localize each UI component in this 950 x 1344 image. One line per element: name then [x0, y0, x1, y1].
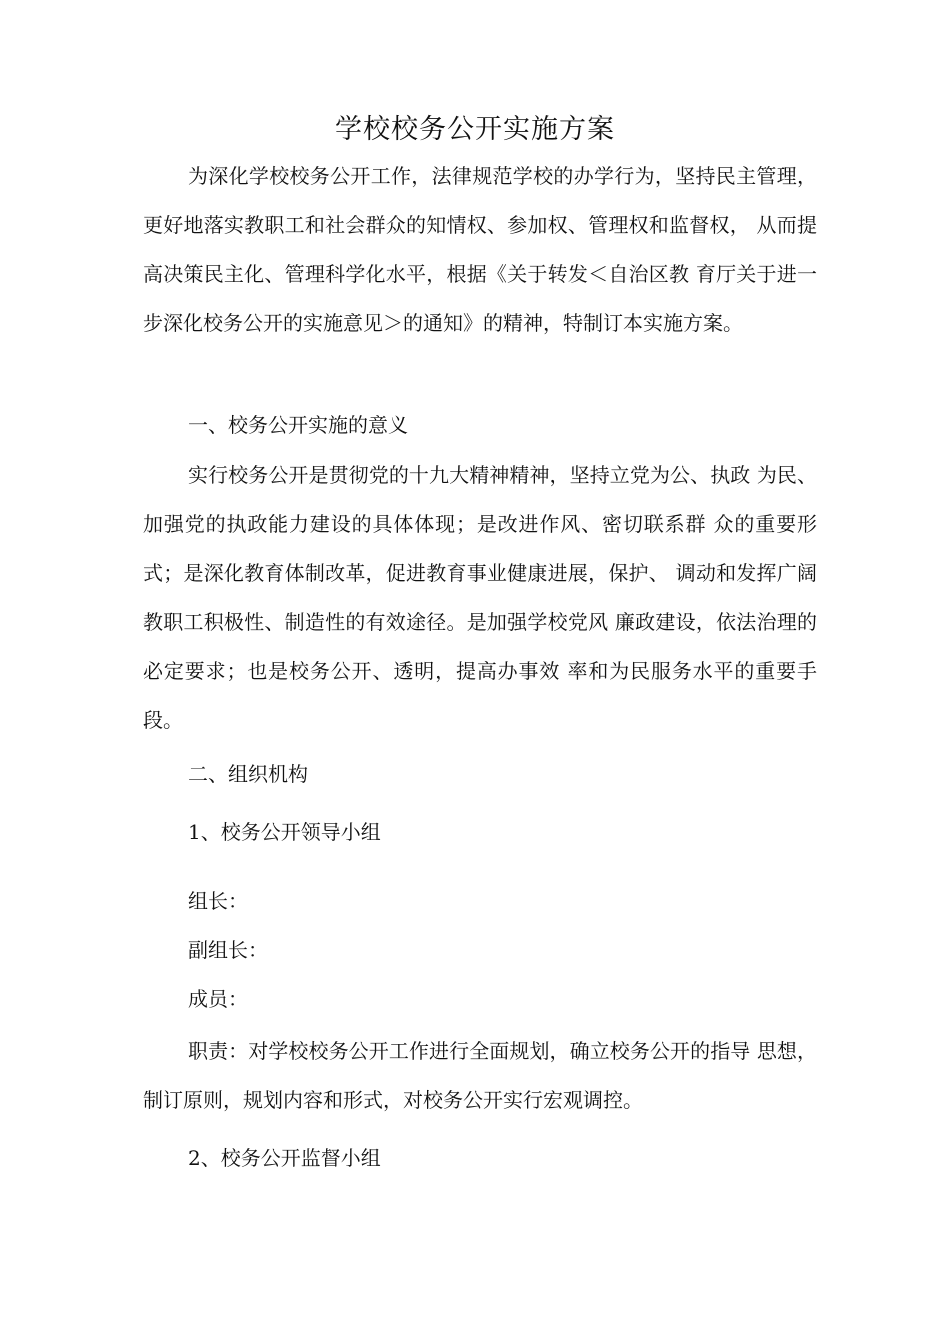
section1-text: 实行校务公开是贯彻党的十九大精神精神，坚持立党为公、执政 为民、加强党的执政能力建设的具体体现；是改进作风、密切联系群 众的重要形式；是深化教育体制改革，促进教育事业健康进展，保护、 调动和发挥广阔教职工积极性、制造性的有效途径。是加强学校党风 廉政建设，依法治理的必定要求；也是校务公开、透明，提高办事效 率和为民服务水平的重要手段。 [143, 463, 817, 732]
duty-paragraph [143, 1027, 817, 1125]
deputy-leader-label: 副组长： [188, 938, 268, 962]
group2-heading: 2、校务公开监督小组 [188, 1146, 381, 1170]
group1-heading: 1、校务公开领导小组 [188, 820, 381, 844]
members-label: 成员： [188, 987, 248, 1011]
section2-heading: 二、组织机构 [188, 762, 308, 786]
duty-text: 职责：对学校校务公开工作进行全面规划，确立校务公开的指导 思想，制订原则，规划内容和形式，对校务公开实行宏观调控。 [143, 1039, 817, 1112]
intro-paragraph [143, 152, 817, 348]
document-title: 学校校务公开实施方案 [335, 114, 615, 145]
section1-heading: 一、校务公开实施的意义 [188, 413, 408, 437]
intro-text: 为深化学校校务公开工作，法律规范学校的办学行为，坚持民主管理， 更好地落实教职工和社会群众的知情权、参加权、管理权和监督权， 从而提高决策民主化、管理科学化水平，根据《关于转发＜自治区教 育厅关于进一步深化校务公开的实施意见＞的通知》的精神，特制订本实施方案。 [143, 164, 817, 335]
section1-paragraph [143, 451, 817, 745]
leader-label: 组长： [188, 889, 248, 913]
